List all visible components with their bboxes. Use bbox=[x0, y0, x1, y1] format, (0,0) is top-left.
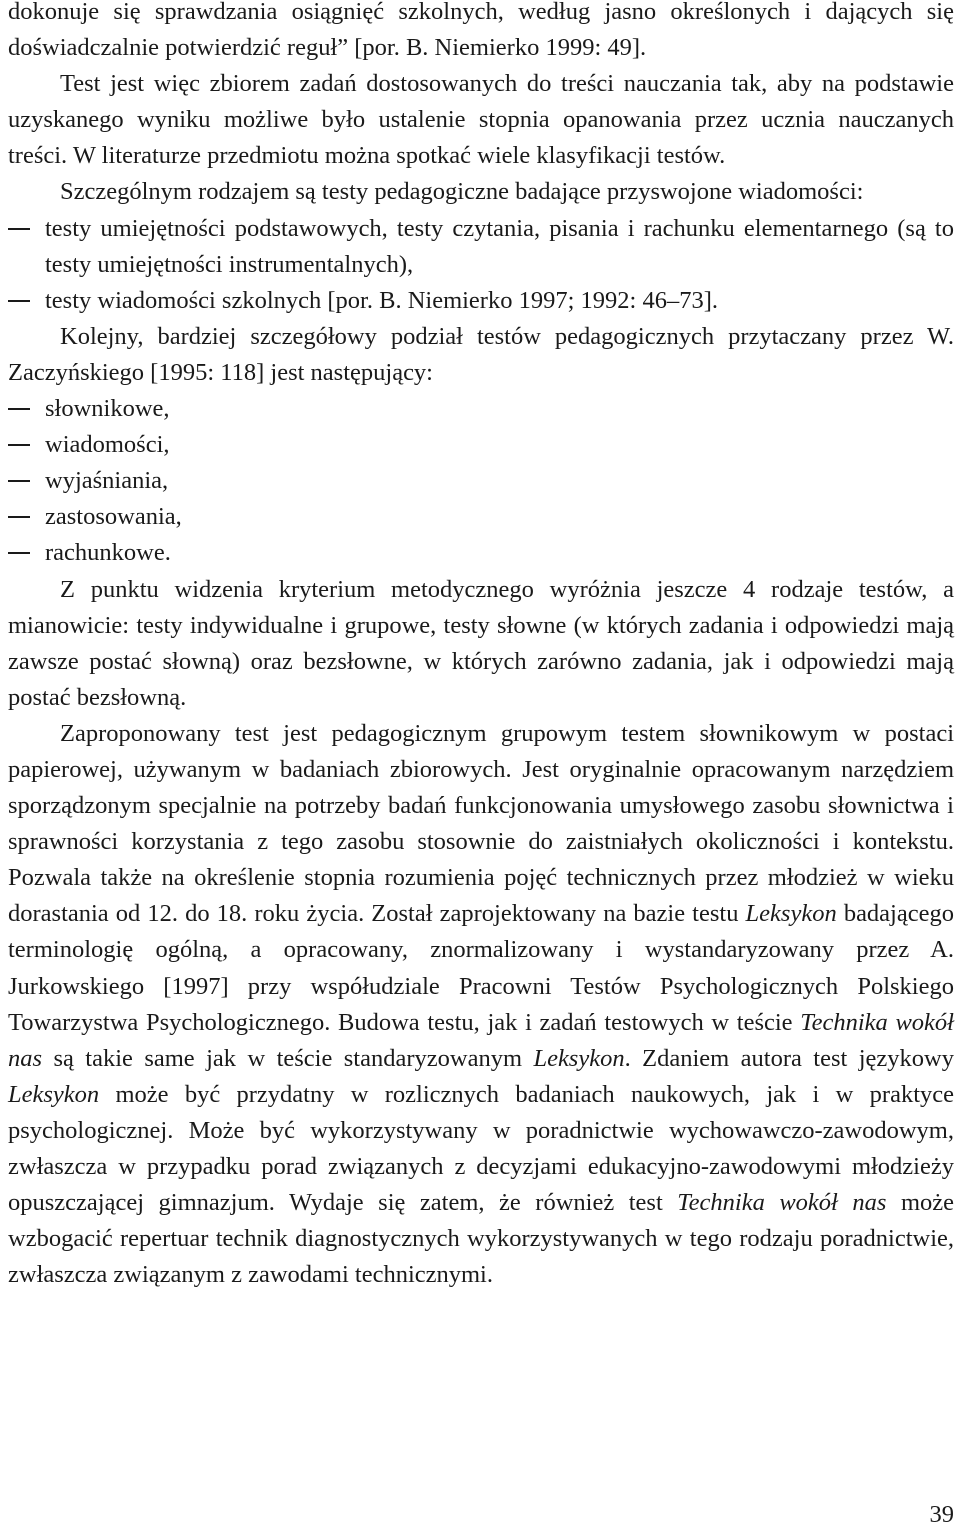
list-item: rachunkowe. bbox=[8, 535, 954, 571]
dash-bullet-icon bbox=[8, 480, 30, 482]
title-leksykon: Leksykon bbox=[8, 1080, 100, 1108]
list-item: wiadomości, bbox=[8, 427, 954, 463]
dash-bullet-icon bbox=[8, 228, 30, 230]
list-test-types bbox=[8, 391, 954, 571]
paragraph-continuation: dokonuje się sprawdzania osiągnięć szkolnych, według jasno określonych i dających się doświadczalnie potwierdzić reguł” [por. B. Niemierko 1999: 49]. bbox=[8, 0, 954, 62]
title-leksykon: Leksykon bbox=[533, 1044, 625, 1072]
paragraph-detailed-division: Kolejny, bardziej szczegółowy podział testów pedagogicznych przytaczany przez W. Zaczyńskiego [1995: 118] jest następujący: bbox=[8, 322, 954, 386]
paragraph-pedagogical-tests: Szczególnym rodzajem są testy pedagogiczne badające przyswojone wiadomości: bbox=[60, 178, 864, 206]
body-text bbox=[8, 0, 954, 1293]
list-pedagogical-tests bbox=[8, 211, 954, 319]
title-technika-wokol-nas: Technika wokół nas bbox=[677, 1189, 887, 1217]
dash-bullet-icon bbox=[8, 444, 30, 446]
paragraph-test-definition: Test jest więc zbiorem zadań dostosowanych do treści nauczania tak, aby na podstawie uzyskanego wyniku możliwe było ustalenie stopnia opanowania przez ucznia nauczanych treści. W literaturze przedmiotu można spotkać wiele klasyfikacji testów. bbox=[8, 70, 954, 170]
list-item: słownikowe, bbox=[8, 391, 954, 427]
list-item: wyjaśniania, bbox=[8, 463, 954, 499]
dash-bullet-icon bbox=[8, 300, 30, 302]
paragraph-proposed-test: Zaproponowany test jest pedagogicznym grupowym testem słownikowym w postaci papierowej, używanym w badaniach zbiorowych. Jest oryginalnie opracowanym narzędziem sporządzonym specjalnie na potrzeby badań funkcjonowania umysłowego zasobu słownictwa i sprawności korzystania z tego zasobu stosownie do zaistniałych okoliczności i kontekstu. Pozwala także na określenie stopnia rozumienia pojęć technicznych przez młodzież w wieku dorastania od 12. do 18. roku życia. Został zaprojektowany na bazie testu Leksykon badającego terminologię ogólną, a opracowany, znormalizowany i wystandaryzowany przez A. Jurkowskiego [1997] przy współudziale Pracowni Testów Psychologicznych Polskiego Towarzystwa Psychologicznego. Budowa testu, jak i zadań testowych w teście Technika wokół nas są takie same jak w teście standaryzowanym Leksykon. Zdaniem autora test językowy Leksykon może być przydatny w rozlicznych badaniach naukowych, jak i w praktyce psychologicznej. Może być wykorzystywany w poradnictwie wychowawczo-zawodowym, zwłaszcza w przypadku porad związanych z decyzjami edukacyjno-zawodowymi młodzieży opuszczającej gimnazjum. Wydaje się zatem, że również test Technika wokół nas może wzbogacić repertuar technik diagnostycznych wykorzystywanych w tego rodzaju poradnictwie, zwłaszcza związanym z zawodami technicznymi. bbox=[8, 719, 954, 1289]
dash-bullet-icon bbox=[8, 552, 30, 554]
title-technika-wokol-nas: Technika wokół nas bbox=[8, 1008, 954, 1072]
list-item: zastosowania, bbox=[8, 499, 954, 535]
dash-bullet-icon bbox=[8, 408, 30, 410]
page-number: 39 bbox=[929, 1501, 954, 1528]
dash-bullet-icon bbox=[8, 516, 30, 518]
title-leksykon: Leksykon bbox=[745, 900, 837, 928]
list-item: testy wiadomości szkolnych [por. B. Niemierko 1997; 1992: 46–73]. bbox=[8, 283, 954, 319]
paragraph-methodical-criterion: Z punktu widzenia kryterium metodycznego wyróżnia jeszcze 4 rodzaje testów, a mianowicie: testy indywidualne i grupowe, testy słowne (w których zadania i odpowiedzi mają zawsze postać słowną) oraz bezsłowne, w których zarówno zadania, jak i odpowiedzi mają postać bezsłowną. bbox=[8, 575, 954, 711]
list-item: testy umiejętności podstawowych, testy czytania, pisania i rachunku elementarnego (są to testy umiejętności instrumentalnych), bbox=[8, 211, 954, 283]
